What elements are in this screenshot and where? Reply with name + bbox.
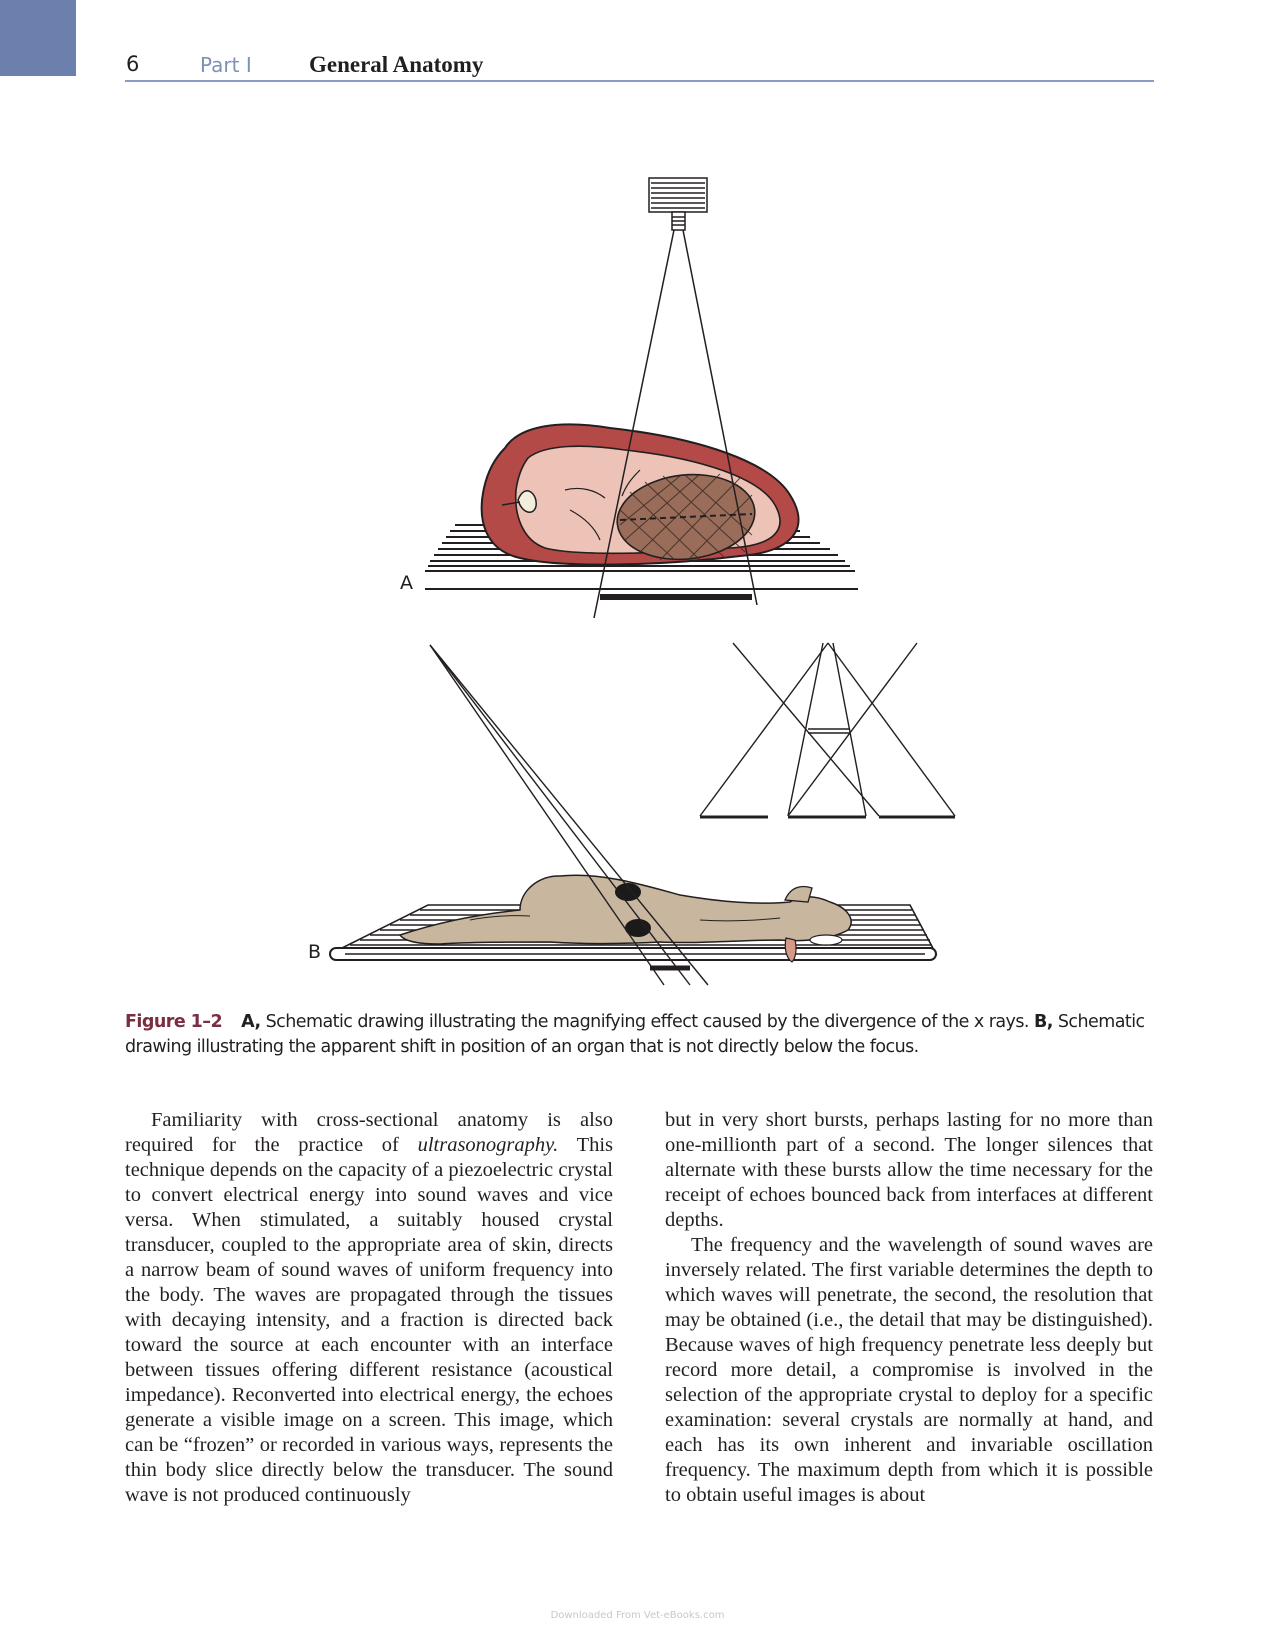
caption-b-marker: B, bbox=[1033, 1012, 1053, 1032]
paragraph: but in very short bursts, perhaps lasting for no more than one-millionth part of a second. The longer silences that alternate with these bursts allow the time necessary for the receipt of echoes bounced back from interfaces at different depths. bbox=[665, 1109, 1153, 1231]
figure-caption bbox=[125, 1010, 1155, 1060]
caption-a-text: Schematic drawing illustrating the magnifying effect caused by the divergence of the x rays. bbox=[265, 1012, 1029, 1032]
paragraph: The frequency and the wavelength of sound waves are inversely related. The first variable determines the depth to which waves will penetrate, the second, the resolution that may be obtained (i.e., the detail that may be distinguished). Because waves of high frequency penetrate less deeply but record more detail, a compromise is involved in the selection of the appropriate crystal to deploy for a specific examination: several crystals are normally at hand, and each has its own inherent and invariable oscillation frequency. The maximum depth from which it is possible to obtain useful images is about bbox=[665, 1234, 1153, 1506]
body-column-right bbox=[665, 1108, 1153, 1508]
projection-diagram bbox=[700, 643, 955, 817]
carcass-cross-section bbox=[482, 424, 799, 566]
page-number: 6 bbox=[126, 52, 140, 76]
part-label: Part I bbox=[200, 53, 252, 77]
xray-tube-icon bbox=[649, 178, 707, 230]
caption-a-marker: A, bbox=[241, 1012, 261, 1032]
paragraph bbox=[125, 1108, 613, 1508]
figure-label: Figure 1–2 bbox=[125, 1012, 223, 1032]
emphasis-term: ultrasonography. bbox=[417, 1134, 559, 1156]
panel-a-label: A bbox=[400, 572, 413, 594]
paragraph-text: This technique depends on the capacity of a piezoelectric crystal to convert electrical energy into sound waves and vice versa. When stimulated, a suitably housed crystal transducer, coupled to the appropriate area of skin, directs a narrow beam of sound waves of uniform frequency into the body. The waves are propagated through the tissues with decaying intensity, and a fraction is directed back toward the source at each encounter with an interface between tissues offering different resistance (acoustical impedance). Reconverted into electrical energy, the echoes generate a visible image on a screen. This image, which can be “frozen” or recorded in various ways, represents the thin body slice directly below the transducer. The sound wave is not produced continuously bbox=[125, 1134, 614, 1506]
chapter-title: General Anatomy bbox=[309, 52, 484, 77]
panel-b bbox=[308, 643, 955, 985]
paragraph-text: Familiarity with cross-sectional anatomy is also required for the practice of bbox=[125, 1109, 613, 1156]
body-column-left bbox=[125, 1108, 613, 1508]
footer-watermark: Downloaded From Vet-eBooks.com bbox=[550, 1610, 725, 1621]
caption-b-text: Schematic drawing illustrating the apparent shift in position of an organ that is not directly below the focus. bbox=[125, 1012, 1145, 1057]
panel-b-label: B bbox=[308, 941, 322, 963]
panel-a bbox=[400, 178, 858, 618]
